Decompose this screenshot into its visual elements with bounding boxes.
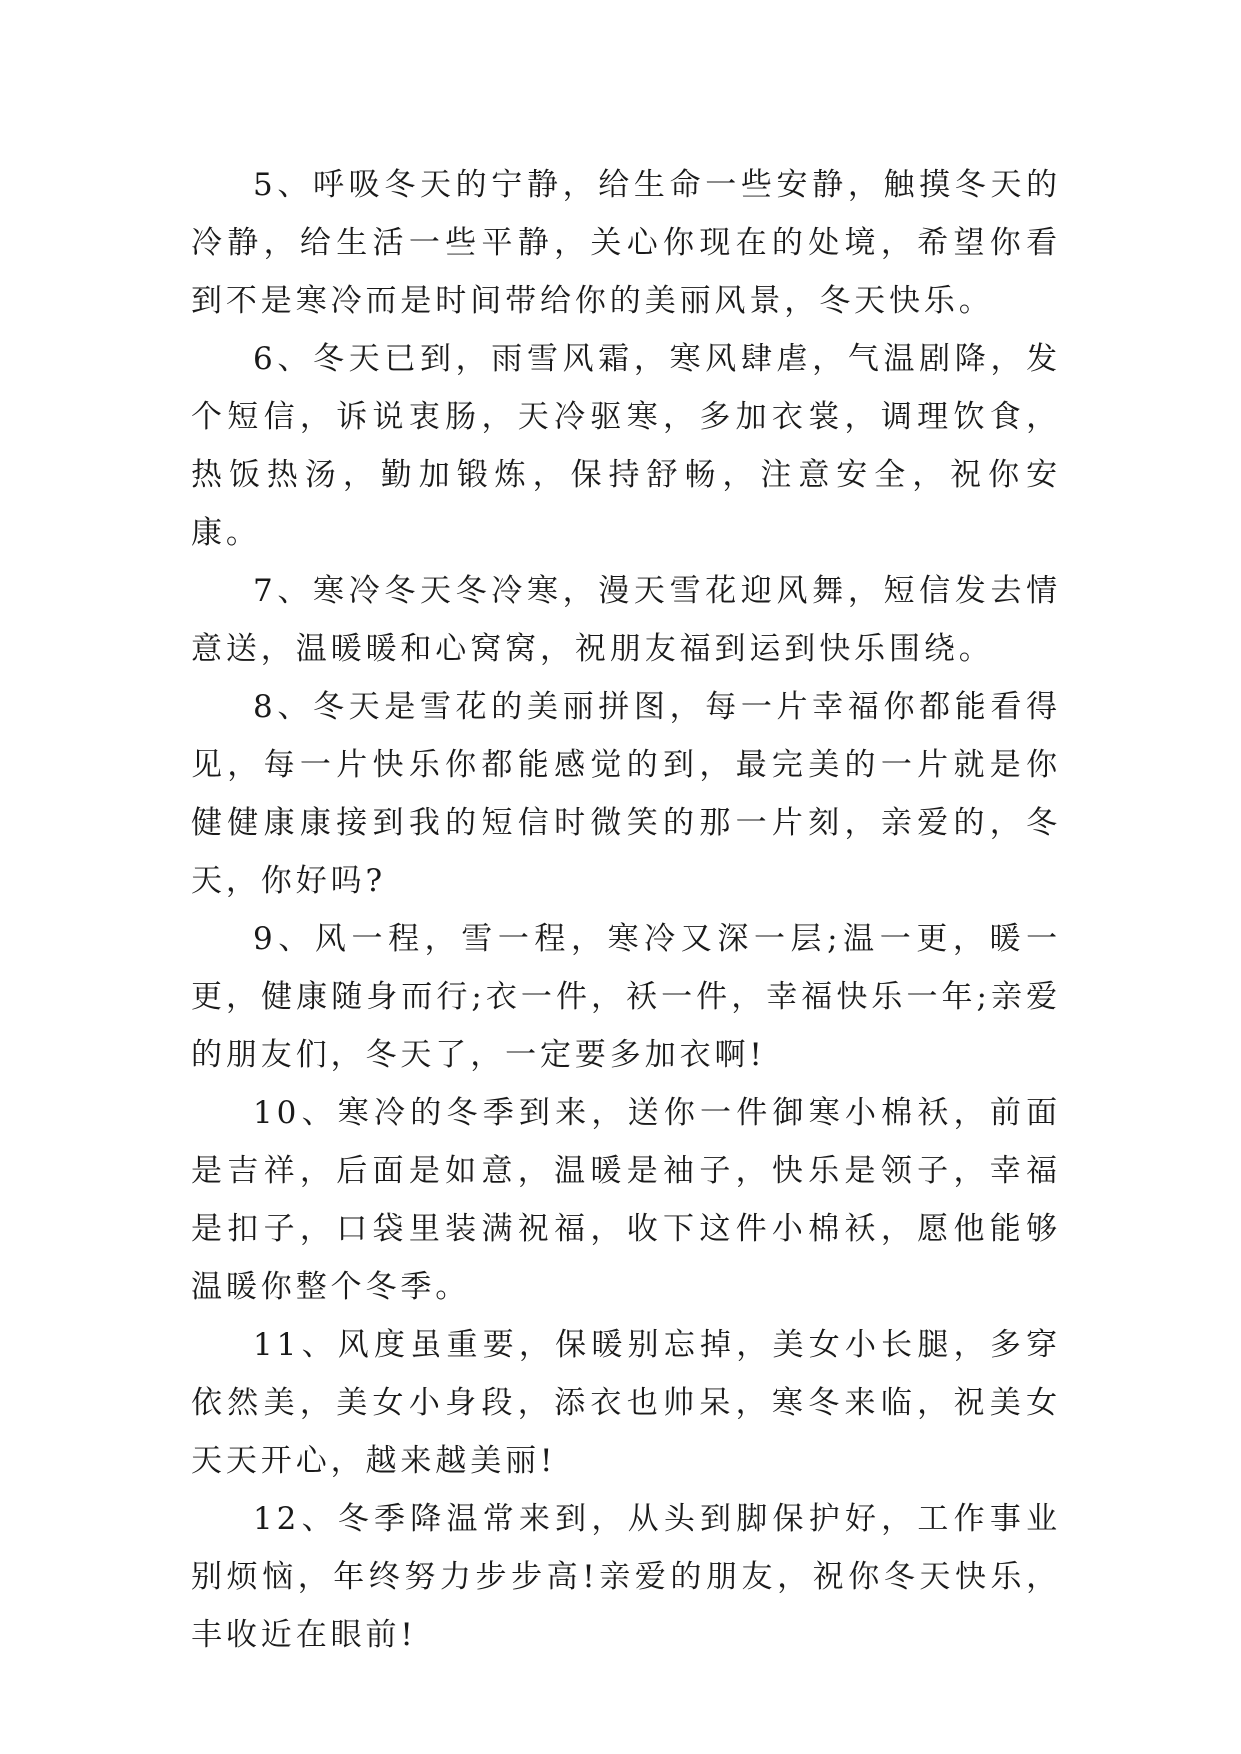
paragraph-5: 5、呼吸冬天的宁静，给生命一些安静，触摸冬天的冷静，给生活一些平静，关心你现在的处境，希望你看到不是寒冷而是时间带给你的美丽风景，冬天快乐。 (191, 167, 1061, 319)
paragraph-12: 12、冬季降温常来到，从头到脚保护好，工作事业别烦恼，年终努力步步高!亲爱的朋友，祝你冬天快乐，丰收近在眼前! (191, 1501, 1061, 1653)
document-body (191, 156, 1061, 1664)
paragraph-7: 7、寒冷冬天冬冷寒，漫天雪花迎风舞，短信发去情意送，温暖暖和心窝窝，祝朋友福到运到快乐围绕。 (191, 573, 1061, 667)
paragraph-10: 10、寒冷的冬季到来，送你一件御寒小棉袄，前面是吉祥，后面是如意，温暖是袖子，快乐是领子，幸福是扣子，口袋里装满祝福，收下这件小棉袄，愿他能够温暖你整个冬季。 (191, 1095, 1061, 1305)
paragraph-11: 11、风度虽重要，保暖别忘掉，美女小长腿，多穿依然美，美女小身段，添衣也帅呆，寒冬来临，祝美女天天开心，越来越美丽! (191, 1327, 1061, 1479)
paragraph-6: 6、冬天已到，雨雪风霜，寒风肆虐，气温剧降，发个短信，诉说衷肠，天冷驱寒，多加衣裳，调理饮食，热饭热汤，勤加锻炼，保持舒畅，注意安全，祝你安康。 (191, 341, 1061, 551)
paragraph-8: 8、冬天是雪花的美丽拼图，每一片幸福你都能看得见，每一片快乐你都能感觉的到，最完美的一片就是你健健康康接到我的短信时微笑的那一片刻，亲爱的，冬天，你好吗? (191, 689, 1061, 899)
paragraph-9: 9、风一程，雪一程，寒冷又深一层;温一更，暖一更，健康随身而行;衣一件，袄一件，幸福快乐一年;亲爱的朋友们，冬天了，一定要多加衣啊! (191, 921, 1061, 1073)
